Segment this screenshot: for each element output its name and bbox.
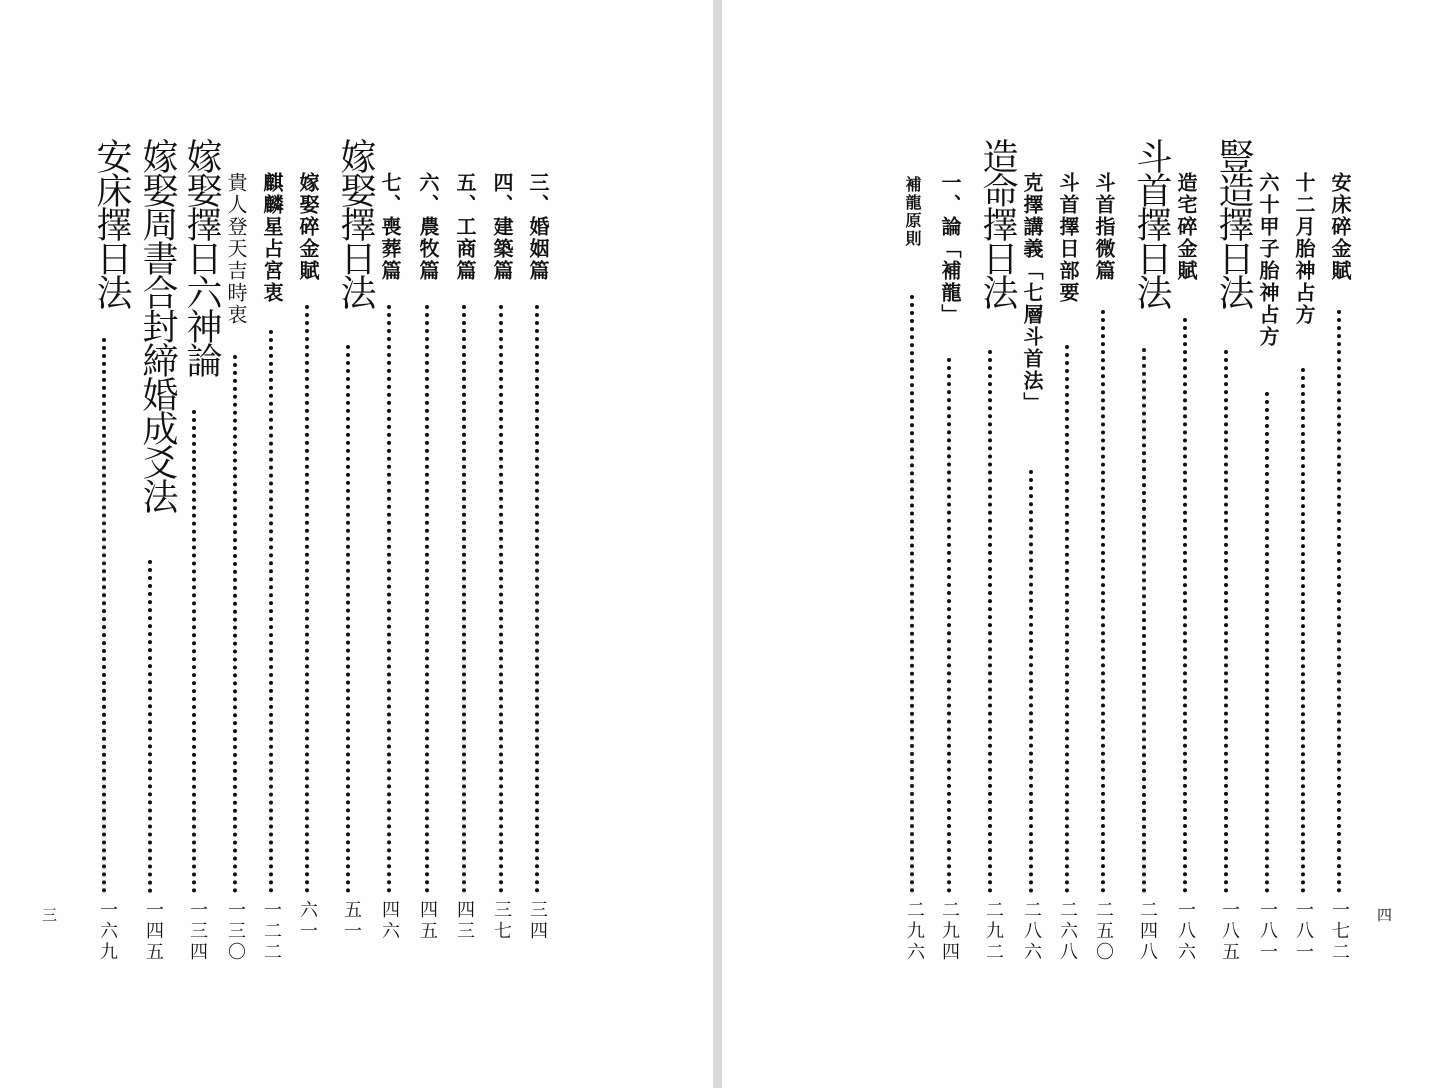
entry-title: 七、喪葬篇 [378,172,402,282]
leader-dots [269,330,273,893]
entry-page-number: 二五〇 [1093,900,1114,963]
entry-page-number: 六一 [297,900,318,942]
entry-page-number: 一八六 [1175,900,1196,963]
leader-dots [910,295,914,893]
entry-page-number: 一八一 [1293,900,1314,963]
entry-title: 安床碎金賦 [1328,172,1352,282]
entry-title: 麒麟星占宮衷 [260,172,284,304]
entry-page-number: 一三〇 [225,900,246,963]
leader-dots [1065,345,1069,893]
leader-dots [1029,470,1033,893]
leader-dots [462,305,466,893]
entry-page-number: 三七 [491,900,512,942]
entry-title: 造命擇日法 [977,138,1018,308]
entry-page-number: 二八六 [1021,900,1042,963]
entry-title: 造宅碎金賦 [1174,172,1198,282]
entry-title: 貴人登天吉時衷 [224,172,248,326]
leader-dots [499,305,503,893]
leader-dots [1183,318,1187,893]
entry-title: 斗首擇日法 [1131,138,1172,308]
entry-title: 三、婚姻篇 [526,172,550,282]
entry-title: 克擇講義「七層斗首法」 [1020,172,1044,414]
left-page [0,0,713,1088]
entry-page-number: 二六八 [1057,900,1078,963]
entry-title: 六十甲子胎神占方 [1256,172,1280,348]
entry-title: 六、農牧篇 [416,172,440,282]
entry-page-number: 一六九 [97,900,118,963]
entry-title: 豎造擇日法 [1213,138,1254,308]
entry-title: 嫁娶周書合封締婚成爻法 [137,138,178,512]
entry-title: 一、論「補龍」 [938,172,962,326]
leader-dots [1142,348,1146,893]
entry-title: 安床擇日法 [91,138,132,308]
right-page [722,0,1440,1088]
entry-page-number: 一三四 [187,900,208,963]
leader-dots [535,305,539,893]
entry-page-number: 三四 [527,900,548,942]
entry-page-number: 二九六 [904,900,925,963]
entry-title: 嫁娶擇日六神論 [181,138,222,376]
entry-page-number: 二九四 [939,900,960,963]
leader-dots [192,410,196,893]
folio-right: 四 [1377,906,1393,924]
entry-page-number: 一七二 [1329,900,1350,963]
leader-dots [233,355,237,893]
entry-title: 五、工商篇 [453,172,477,282]
entry-title: 四、建築篇 [490,172,514,282]
entry-page-number: 二四八 [1137,900,1158,963]
entry-page-number: 二九二 [983,900,1004,963]
entry-page-number: 四六 [379,900,400,942]
entry-title: 十二月胎神占方 [1292,172,1316,326]
leader-dots [947,358,951,893]
leader-dots [1301,368,1305,893]
leader-dots [387,305,391,893]
entry-page-number: 一八一 [1257,900,1278,963]
entry-page-number: 四三 [454,900,475,942]
leader-dots [1265,392,1269,893]
entry-title: 嫁娶碎金賦 [296,172,320,282]
entry-page-number: 一八五 [1219,900,1240,963]
entry-page-number: 五一 [341,900,362,942]
leader-dots [102,338,106,893]
entry-title: 嫁娶擇日法 [335,138,376,308]
leader-dots [425,305,429,893]
leader-dots [346,345,350,893]
entry-title: 斗首指微篇 [1092,172,1116,282]
entry-page-number: 四五 [417,900,438,942]
leader-dots [1101,310,1105,893]
folio-left: 三 [42,906,58,924]
entry-page-number: 一四五 [143,900,164,963]
entry-page-number: 一二二 [261,900,282,963]
entry-title: 補龍原則 [903,176,922,248]
leader-dots [305,305,309,893]
leader-dots [148,560,152,893]
leader-dots [988,350,992,893]
leader-dots [1337,310,1341,893]
leader-dots [1224,350,1228,893]
entry-title: 斗首擇日部要 [1056,172,1080,304]
